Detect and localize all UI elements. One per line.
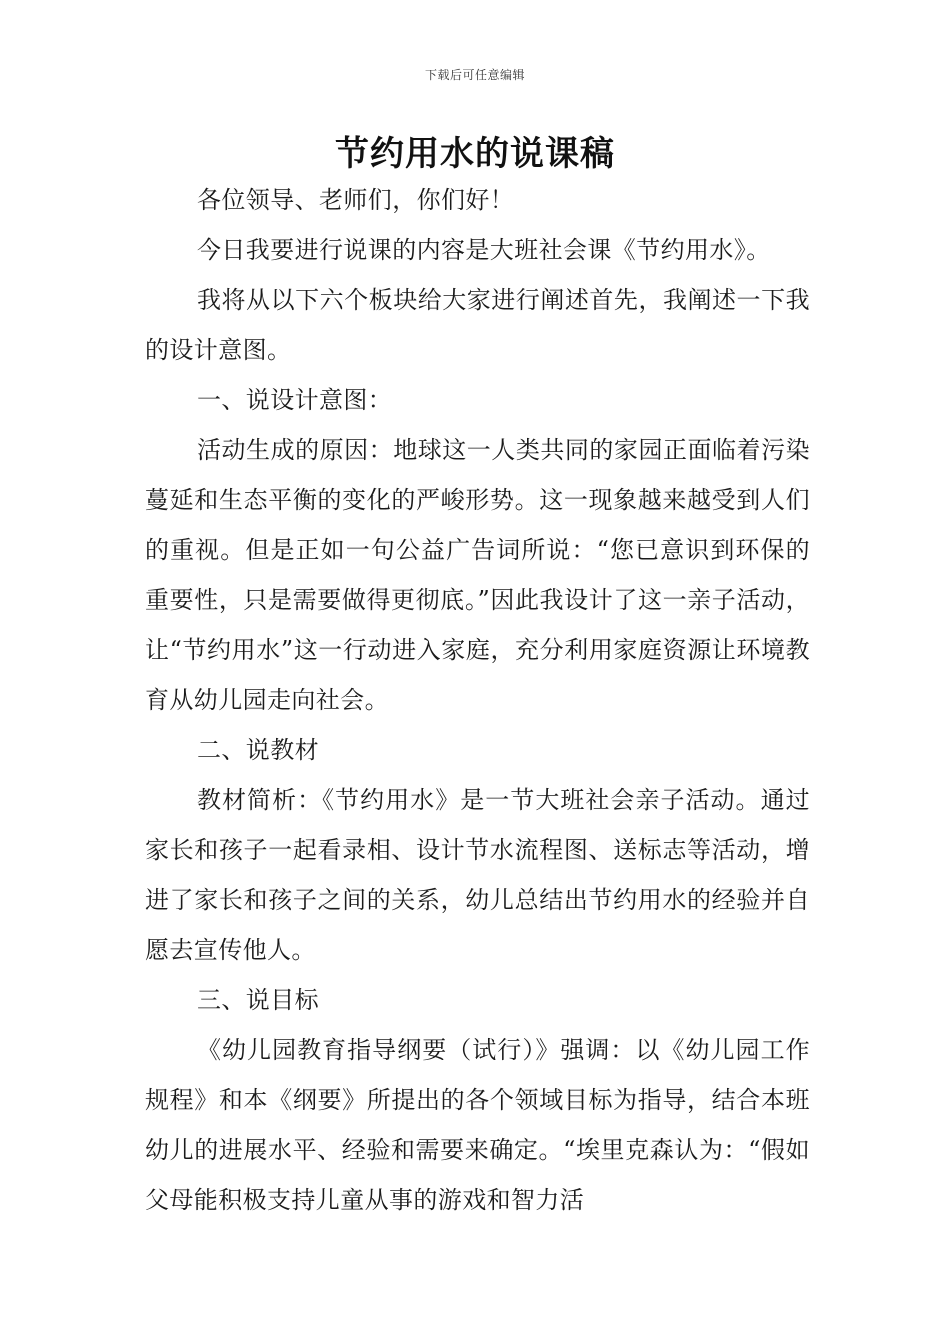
section-heading-goals: 三、说目标 — [197, 986, 319, 1014]
document-body — [145, 175, 810, 1225]
paragraph-materials: 教材简析：《节约用水》是一节大班社会亲子活动。通过家长和孩子一起看录相、设计节水流程图、送标志等活动，增进了家长和孩子之间的关系，幼儿总结出节约用水的经验并自愿去宣传他人。 — [145, 786, 810, 964]
paragraph-overview: 我将从以下六个板块给大家进行阐述首先，我阐述一下我的设计意图。 — [145, 286, 810, 364]
section-heading-design-intent: 一、说设计意图： — [197, 386, 393, 414]
document-title: 节约用水的说课稿 — [335, 134, 615, 174]
paragraph-greeting: 各位领导、老师们，你们好！ — [197, 186, 515, 214]
section-heading-materials: 二、说教材 — [197, 736, 319, 764]
paragraph-topic: 今日我要进行说课的内容是大班社会课《节约用水》。 — [197, 236, 771, 264]
paragraph-design-intent: 活动生成的原因：地球这一人类共同的家园正面临着污染蔓延和生态平衡的变化的严峻形势。这一现象越来越受到人们的重视。但是正如一句公益广告词所说：“您已意识到环保的重要性，只是需要做得更彻底。”因此我设计了这一亲子活动，让“节约用水”这一行动进入家庭，充分利用家庭资源让环境教育从幼儿园走向社会。 — [145, 436, 810, 714]
paragraph-goals: 《幼儿园教育指导纲要（试行）》强调：以《幼儿园工作规程》和本《纲要》所提出的各个领域目标为指导，结合本班幼儿的进展水平、经验和需要来确定。“埃里克森认为：“假如父母能积极支持儿童从事的游戏和智力活 — [145, 1036, 810, 1214]
header-note: 下载后可任意编辑 — [424, 68, 525, 82]
